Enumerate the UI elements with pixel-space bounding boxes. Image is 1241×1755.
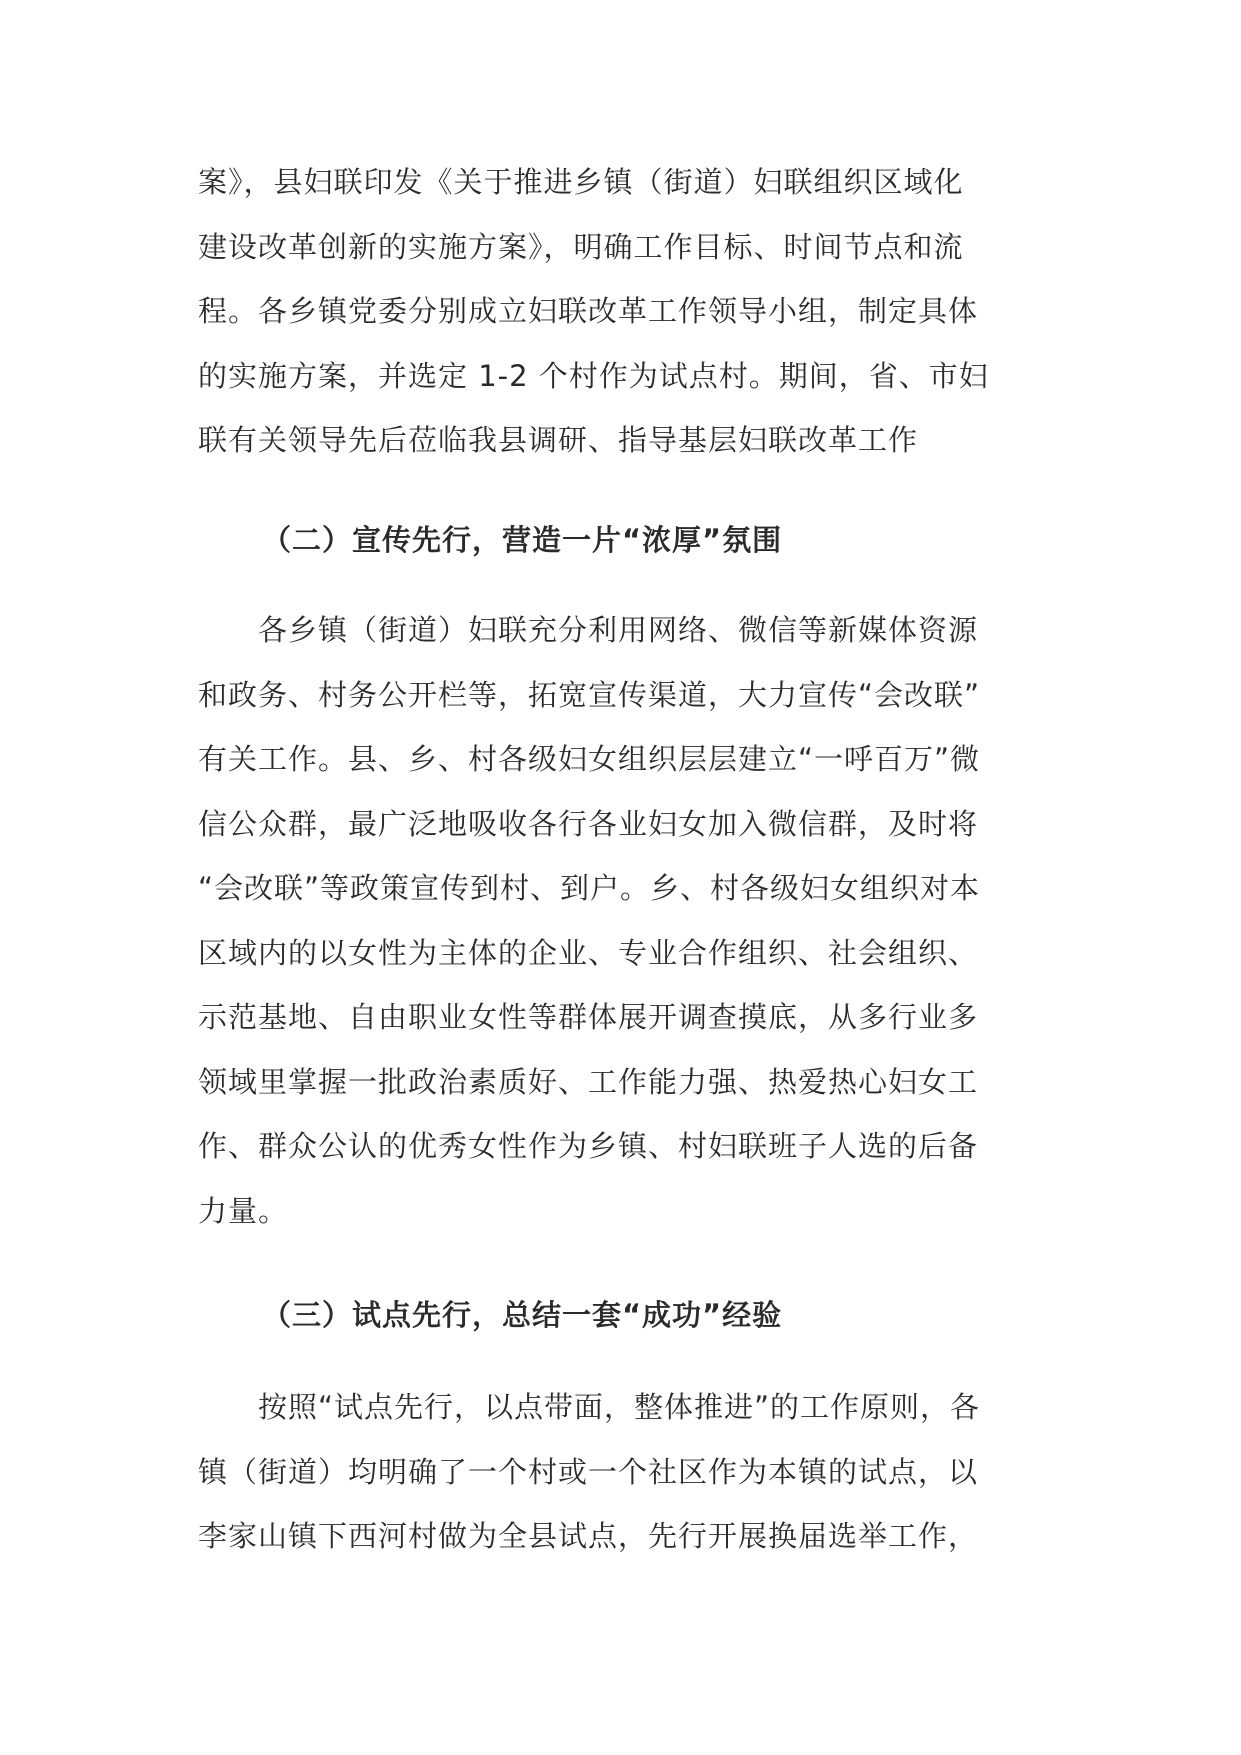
paragraph-2 [198,598,1064,1243]
paragraph-line: 各乡镇（街道）妇联充分利用网络、微信等新媒体资源 [198,613,979,647]
paragraph-line: 案》，县妇联印发《关于推进乡镇（街道）妇联组织区域化 [198,165,964,199]
paragraph-3 [198,1375,1064,1569]
paragraph-line: 按照“试点先行，以点带面，整体推进”的工作原则，各 [198,1390,981,1424]
paragraph-1 [198,150,1064,473]
paragraph-line: 示范基地、自由职业女性等群体展开调查摸底，从多行业多 [198,1000,979,1034]
paragraph-line: 李家山镇下西河村做为全县试点，先行开展换届选举工作， [198,1519,979,1553]
paragraph-line: 建设改革创新的实施方案》，明确工作目标、时间节点和流 [198,229,964,264]
section-heading-3: （三）试点先行，总结一套“成功”经验 [262,1298,783,1332]
paragraph-line: 信公众群，最广泛地吸收各行各业妇女加入微信群，及时将 [198,806,979,841]
paragraph-line: 的实施方案，并选定 1-2 个村作为试点村。期间，省、市妇 [198,358,989,393]
paragraph-line: 有关工作。县、乡、村各级妇女组织层层建立“一呼百万”微 [198,742,981,776]
paragraph-line: 镇（街道）均明确了一个村或一个社区作为本镇的试点，以 [198,1454,979,1489]
paragraph-line: 联有关领导先后莅临我县调研、指导基层妇联改革工作 [198,423,919,457]
paragraph-line: 力量。 [198,1193,289,1228]
paragraph-line: 区域内的以女性为主体的企业、专业合作组织、社会组织、 [198,935,979,970]
paragraph-line: “会改联”等政策宣传到村、到户。乡、村各级妇女组织对本 [198,871,981,905]
paragraph-line: 和政务、村务公开栏等，拓宽宣传渠道，大力宣传“会改联” [198,677,981,712]
paragraph-line: 程。各乡镇党委分别成立妇联改革工作领导小组，制定具体 [198,294,979,328]
section-heading-2: （二）宣传先行，营造一片“浓厚”氛围 [262,523,783,557]
paragraph-line: 领域里掌握一批政治素质好、工作能力强、热爱热心妇女工 [198,1064,979,1099]
paragraph-line: 作、群众公认的优秀女性作为乡镇、村妇联班子人选的后备 [198,1129,979,1163]
